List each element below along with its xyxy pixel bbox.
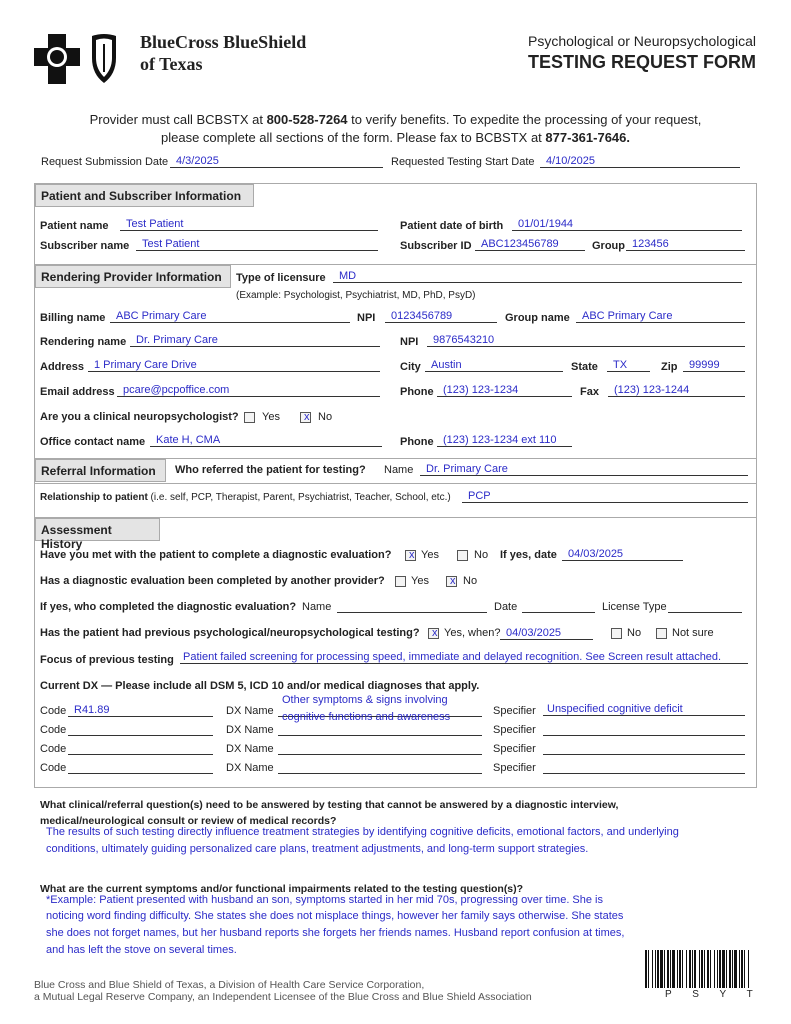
dxname-label: DX Name bbox=[226, 724, 274, 736]
divider bbox=[34, 483, 756, 484]
dx-code-field[interactable]: R41.89 bbox=[68, 704, 213, 717]
section-header-referral: Referral Information bbox=[35, 459, 166, 482]
relationship-label bbox=[40, 491, 451, 504]
submission-date-label: Request Submission Date bbox=[41, 156, 169, 168]
dob-field[interactable]: 01/01/1944 bbox=[512, 218, 742, 231]
subscriber-id-label: Subscriber ID bbox=[400, 240, 472, 252]
state-label: State bbox=[571, 361, 598, 373]
barcode-bar bbox=[689, 950, 691, 988]
q6-answer-3[interactable]: she does not forget names, but her husband reports she forgets her friends names. Husband report confusion at times, bbox=[46, 927, 625, 939]
bcbs-logo bbox=[34, 34, 134, 84]
barcode bbox=[645, 950, 753, 988]
intro-text: to verify benefits. To expedite the processing of your request, bbox=[347, 112, 702, 127]
barcode-bar bbox=[717, 950, 718, 988]
q5-answer-1[interactable]: The results of such testing directly influence treatment strategies by identifying cognitive deficits, emotional factors, and underlying bbox=[46, 826, 679, 838]
yes-label: Yes bbox=[411, 575, 429, 587]
barcode-bar bbox=[714, 950, 715, 988]
intro-line-2 bbox=[0, 130, 791, 145]
q6-answer-2[interactable]: noticing word finding difficulty. She states she does not misplace things, however her family says otherwise. She states bbox=[46, 910, 624, 922]
barcode-bar bbox=[679, 950, 681, 988]
q4-no-checkbox[interactable] bbox=[611, 628, 622, 639]
dx-specifier-field[interactable]: Unspecified cognitive deficit bbox=[543, 703, 745, 716]
barcode-bar bbox=[710, 950, 711, 988]
dx-code-field[interactable] bbox=[68, 761, 213, 774]
intro-line-1 bbox=[0, 112, 791, 127]
barcode-bar bbox=[741, 950, 743, 988]
dx-name-field[interactable] bbox=[278, 742, 482, 755]
no-label: No bbox=[318, 411, 333, 423]
licensure-field[interactable]: MD bbox=[333, 270, 742, 283]
subscriber-name-label: Subscriber name bbox=[40, 240, 130, 252]
barcode-bar bbox=[670, 950, 671, 988]
specifier-label: Specifier bbox=[493, 743, 536, 755]
q1-label: Have you met with the patient to complete a diagnostic evaluation? bbox=[40, 549, 392, 561]
dx-code-field[interactable] bbox=[68, 723, 213, 736]
barcode-bar bbox=[655, 950, 656, 988]
q2-label: Has a diagnostic evaluation been completed by another provider? bbox=[40, 575, 385, 587]
q4-label: Has the patient had previous psychological/neuropsychological testing? bbox=[40, 627, 420, 639]
group-field[interactable]: 123456 bbox=[626, 238, 745, 251]
start-date-field[interactable]: 4/10/2025 bbox=[540, 155, 740, 168]
licensure-example: (Example: Psychologist, Psychiatrist, MD, PhD, PsyD) bbox=[236, 290, 476, 301]
submission-date-field[interactable]: 4/3/2025 bbox=[170, 155, 383, 168]
npi-label: NPI bbox=[400, 336, 419, 348]
q1-no-checkbox[interactable] bbox=[457, 550, 468, 561]
focus-field[interactable]: Patient failed screening for processing speed, immediate and delayed recognition. See Screen result attached. bbox=[180, 651, 748, 664]
no-label: No bbox=[627, 627, 642, 639]
contact-phone-field[interactable]: (123) 123-1234 ext 110 bbox=[437, 434, 572, 447]
rendering-name-label: Rendering name bbox=[40, 336, 127, 348]
address-field[interactable]: 1 Primary Care Drive bbox=[88, 359, 380, 372]
specifier-label: Specifier bbox=[493, 705, 536, 717]
barcode-bar bbox=[645, 950, 647, 988]
dx-specifier-field[interactable] bbox=[543, 723, 745, 736]
billing-npi-field[interactable]: 0123456789 bbox=[385, 310, 497, 323]
billing-name-field[interactable]: ABC Primary Care bbox=[110, 310, 350, 323]
q1-yes-checkbox[interactable]: x bbox=[405, 550, 416, 561]
email-field[interactable]: pcare@pcpoffice.com bbox=[117, 384, 380, 397]
rendering-npi-field[interactable]: 9876543210 bbox=[427, 334, 745, 347]
start-date-label: Requested Testing Start Date bbox=[391, 156, 535, 168]
neuro-no-checkbox[interactable]: x bbox=[300, 412, 311, 423]
focus-label: Focus of previous testing bbox=[40, 654, 174, 666]
section-header-patient: Patient and Subscriber Information bbox=[35, 184, 254, 207]
dx-specifier-field[interactable] bbox=[543, 742, 745, 755]
section-header-assessment: Assessment History bbox=[35, 518, 160, 541]
no-label: No bbox=[463, 575, 478, 587]
dxname-label: DX Name bbox=[226, 705, 274, 717]
q2-yes-checkbox[interactable] bbox=[395, 576, 406, 587]
barcode-text: P S Y T bbox=[665, 989, 762, 1000]
barcode-bar bbox=[692, 950, 693, 988]
barcode-bar bbox=[707, 950, 709, 988]
city-label: City bbox=[400, 361, 421, 373]
barcode-bar bbox=[748, 950, 749, 988]
section-header-provider: Rendering Provider Information bbox=[35, 265, 231, 288]
neuro-yes-checkbox[interactable] bbox=[244, 412, 255, 423]
contact-field[interactable]: Kate H, CMA bbox=[150, 434, 382, 447]
evaluator-name-label: Name bbox=[302, 601, 332, 613]
dx-name-field[interactable] bbox=[278, 761, 482, 774]
q1-date-field[interactable]: 04/03/2025 bbox=[562, 548, 683, 561]
patient-name-field[interactable]: Test Patient bbox=[120, 218, 378, 231]
barcode-bar bbox=[732, 950, 733, 988]
intro-phone: 800-528-7264 bbox=[266, 112, 348, 127]
intro-fax: 877-361-7646. bbox=[545, 130, 630, 145]
q4-yes-checkbox[interactable]: x bbox=[428, 628, 439, 639]
barcode-bar bbox=[734, 950, 737, 988]
barcode-bar bbox=[701, 950, 703, 988]
footer-line-1: Blue Cross and Blue Shield of Texas, a Division of Health Care Service Corporation, bbox=[34, 979, 425, 991]
yes-when-label: Yes, when? bbox=[444, 627, 501, 639]
barcode-bar bbox=[648, 950, 649, 988]
barcode-bar bbox=[682, 950, 683, 988]
patient-name-label: Patient name bbox=[40, 220, 109, 232]
evaluator-name-field[interactable] bbox=[337, 600, 487, 613]
q5-label: What clinical/referral question(s) need to be answered by testing that cannot be answered by a diagnostic interview, bbox=[40, 799, 619, 811]
relationship-hint: (i.e. self, PCP, Therapist, Parent, Psychiatrist, Teacher, School, etc.) bbox=[147, 492, 451, 503]
barcode-bar bbox=[664, 950, 665, 988]
q6-answer-4[interactable]: and has left the stove on several times. bbox=[46, 944, 237, 956]
contact-label: Office contact name bbox=[40, 436, 146, 448]
barcode-bar bbox=[686, 950, 687, 988]
evaluation-date-label: Date bbox=[494, 601, 518, 613]
q6-label: What are the current symptoms and/or functional impairments related to the testing question(s)? bbox=[40, 883, 524, 895]
license-type-label: License Type bbox=[602, 601, 667, 613]
zip-field[interactable]: 99999 bbox=[683, 359, 745, 372]
dx-heading: Current DX — Please include all DSM 5, ICD 10 and/or medical diagnoses that apply. bbox=[40, 680, 480, 692]
rendering-name-field[interactable]: Dr. Primary Care bbox=[130, 334, 380, 347]
code-label: Code bbox=[40, 762, 67, 774]
neuro-question: Are you a clinical neuropsychologist? bbox=[40, 411, 239, 423]
q5-label-2: medical/neurological consult or review of medical records? bbox=[40, 815, 337, 827]
if-yes-date-label: If yes, date bbox=[500, 549, 557, 561]
barcode-bar bbox=[722, 950, 725, 988]
state-field[interactable]: TX bbox=[607, 359, 650, 372]
barcode-bar bbox=[704, 950, 705, 988]
barcode-bar bbox=[652, 950, 653, 988]
barcode-bar bbox=[719, 950, 721, 988]
subscriber-id-field[interactable]: ABC123456789 bbox=[475, 238, 585, 251]
q6-answer-1[interactable]: *Example: Patient presented with husband an son, symptoms started in her mid 70s, progressing over time. She is bbox=[46, 894, 604, 906]
barcode-bar bbox=[672, 950, 675, 988]
specifier-label: Specifier bbox=[493, 724, 536, 736]
barcode-bar bbox=[729, 950, 731, 988]
group-name-label: Group name bbox=[505, 312, 570, 324]
dxname-label: DX Name bbox=[226, 762, 274, 774]
dx-name-value-2: cognitive functions and awareness bbox=[282, 711, 451, 723]
form-subtitle: Psychological or Neuropsychological bbox=[527, 33, 756, 49]
subscriber-name-field[interactable]: Test Patient bbox=[136, 238, 378, 251]
phone-field[interactable]: (123) 123-1234 bbox=[437, 384, 572, 397]
address-label: Address bbox=[40, 361, 85, 373]
barcode-bar bbox=[694, 950, 696, 988]
referrer-name-label: Name bbox=[384, 464, 414, 476]
q3-label: If yes, who completed the diagnostic evaluation? bbox=[40, 601, 297, 613]
barcode-bar bbox=[660, 950, 663, 988]
city-field[interactable]: Austin bbox=[425, 359, 563, 372]
relationship-field[interactable]: PCP bbox=[462, 490, 748, 503]
fax-label: Fax bbox=[580, 386, 599, 398]
brand-name-2: of Texas bbox=[140, 54, 203, 74]
phone-label: Phone bbox=[400, 436, 434, 448]
relationship-label-text: Relationship to patient bbox=[40, 492, 148, 503]
brand-name: BlueCross BlueShield bbox=[140, 32, 307, 52]
evaluation-date-field[interactable] bbox=[522, 600, 595, 613]
q4-not-sure-checkbox[interactable] bbox=[656, 628, 667, 639]
referred-by-label: Who referred the patient for testing? bbox=[175, 464, 366, 476]
q2-no-checkbox[interactable]: x bbox=[446, 576, 457, 587]
form-title: TESTING REQUEST FORM bbox=[527, 52, 756, 72]
no-label: No bbox=[474, 549, 489, 561]
yes-label: Yes bbox=[421, 549, 439, 561]
zip-label: Zip bbox=[661, 361, 678, 373]
code-label: Code bbox=[40, 743, 67, 755]
billing-name-label: Billing name bbox=[40, 312, 106, 324]
dob-label: Patient date of birth bbox=[400, 220, 504, 232]
dx-name-value-1: Other symptoms & signs involving bbox=[282, 694, 448, 706]
barcode-bar bbox=[739, 950, 740, 988]
dxname-label: DX Name bbox=[226, 743, 274, 755]
email-label: Email address bbox=[40, 386, 115, 398]
barcode-bar bbox=[699, 950, 700, 988]
code-label: Code bbox=[40, 724, 67, 736]
referrer-name-field[interactable]: Dr. Primary Care bbox=[420, 463, 748, 476]
barcode-bar bbox=[657, 950, 659, 988]
intro-text: please complete all sections of the form. Please fax to BCBSTX at bbox=[161, 130, 546, 145]
dx-specifier-field[interactable] bbox=[543, 761, 745, 774]
dx-code-field[interactable] bbox=[68, 742, 213, 755]
barcode-bar bbox=[726, 950, 727, 988]
barcode-bar bbox=[744, 950, 745, 988]
dx-name-field[interactable] bbox=[278, 723, 482, 736]
specifier-label: Specifier bbox=[493, 762, 536, 774]
q4-date-field[interactable]: 04/03/2025 bbox=[500, 627, 593, 640]
license-type-field[interactable] bbox=[668, 600, 742, 613]
yes-label: Yes bbox=[262, 411, 280, 423]
npi-label: NPI bbox=[357, 312, 376, 324]
code-label: Code bbox=[40, 705, 67, 717]
group-label: Group bbox=[592, 240, 625, 252]
group-name-field[interactable]: ABC Primary Care bbox=[576, 310, 745, 323]
footer-line-2: a Mutual Legal Reserve Company, an Independent Licensee of the Blue Cross and Blue Shield Association bbox=[34, 991, 532, 1003]
licensure-label: Type of licensure bbox=[236, 272, 326, 284]
phone-label: Phone bbox=[400, 386, 434, 398]
q5-answer-2[interactable]: conditions, ultimately guiding personalized care plans, treatment adjustments, and long-term support strategies. bbox=[46, 843, 589, 855]
fax-field[interactable]: (123) 123-1244 bbox=[608, 384, 745, 397]
not-sure-label: Not sure bbox=[672, 627, 714, 639]
intro-text: Provider must call BCBSTX at bbox=[89, 112, 267, 127]
barcode-bar bbox=[677, 950, 678, 988]
barcode-bar bbox=[667, 950, 669, 988]
